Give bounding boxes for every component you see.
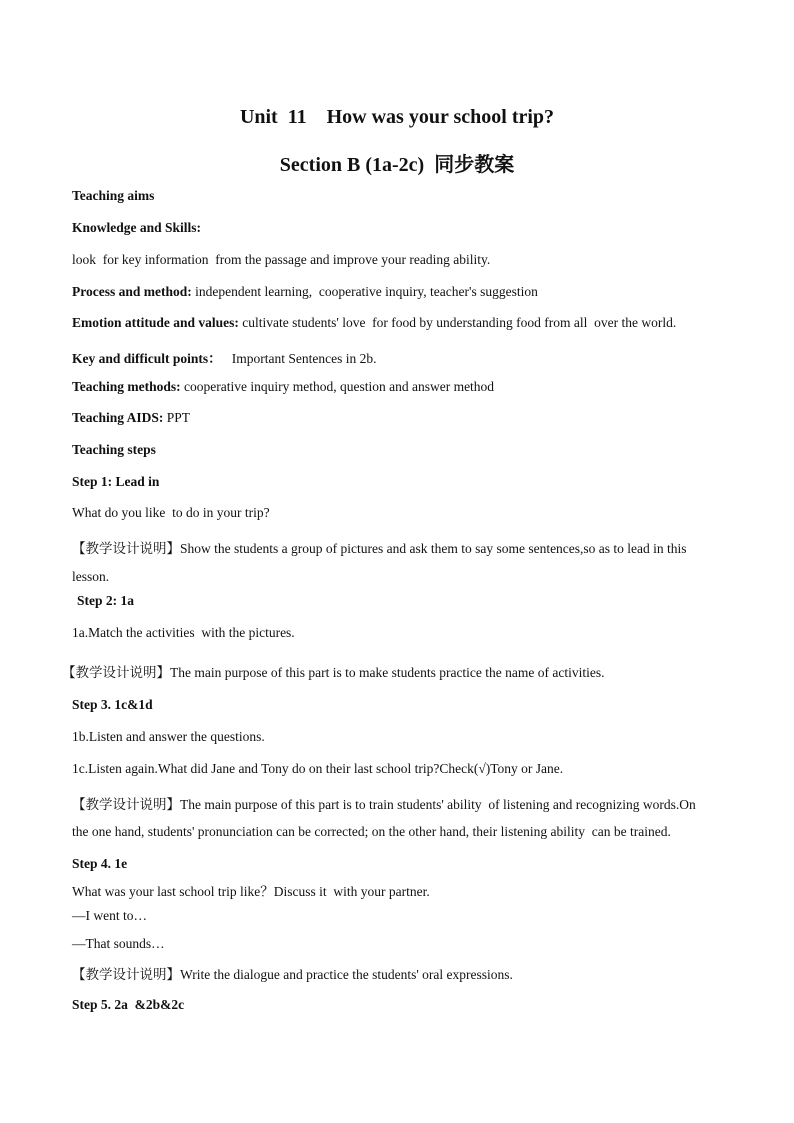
key-points-line — [72, 347, 377, 367]
emotion-values-label: Emotion attitude and values: — [72, 315, 239, 330]
step4-question: What was your last school trip like？Discuss it with your partner. — [72, 884, 430, 899]
step4-answer2: —That sounds… — [72, 936, 165, 951]
step1-question: What do you like to do in your trip? — [72, 505, 270, 520]
process-method-text: independent learning, cooperative inquiry, teacher's suggestion — [191, 284, 538, 299]
step4-design-note: 【教学设计说明】Write the dialogue and practice the students' oral expressions. — [72, 967, 513, 982]
key-points-label: Key and difficult points： — [72, 351, 222, 366]
knowledge-skills-text: look for key information from the passage and improve your reading ability. — [72, 252, 491, 267]
step3-1c: 1c.Listen again.What did Jane and Tony do on their last school trip?Check(√)Tony or Jane. — [72, 761, 564, 776]
unit-title: Unit 11 How was your school trip? — [239, 106, 555, 128]
step3-design-note: 【教学设计说明】The main purpose of this part is to train students' ability of listening and recognizing words.On — [72, 797, 696, 812]
process-method-label: Process and method: — [72, 284, 192, 299]
knowledge-skills-heading: Knowledge and Skills: — [72, 220, 202, 235]
step4-answer1: —I went to… — [72, 908, 147, 923]
key-points-text: Important Sentences in 2b. — [221, 351, 377, 366]
teaching-steps-heading: Teaching steps — [72, 442, 156, 457]
process-method-line — [72, 284, 538, 300]
teaching-aids-label: Teaching AIDS: — [72, 410, 164, 425]
step3-1b: 1b.Listen and answer the questions. — [72, 729, 265, 744]
step5-heading: Step 5. 2a &2b&2c — [72, 997, 185, 1012]
teaching-aids-line — [72, 410, 190, 426]
step2-design-note: 【教学设计说明】The main purpose of this part is to make students practice the name of activities. — [62, 665, 605, 680]
step1-design-note: 【教学设计说明】Show the students a group of pictures and ask them to say some sentences,so as to lead in this — [72, 541, 687, 556]
teaching-aims-heading: Teaching aims — [72, 188, 155, 203]
step2-text: 1a.Match the activities with the pictures. — [72, 625, 295, 640]
section-title: Section B (1a-2c) 同步教案 — [279, 154, 515, 176]
teaching-methods-label: Teaching methods: — [72, 379, 181, 394]
step4-heading: Step 4. 1e — [72, 856, 128, 871]
teaching-methods-text: cooperative inquiry method, question and answer method — [180, 379, 495, 394]
step1-design-note-cont: lesson. — [72, 569, 110, 584]
teaching-aids-text: PPT — [163, 410, 191, 425]
step2-heading: Step 2: 1a — [77, 593, 134, 608]
step1-heading: Step 1: Lead in — [72, 474, 160, 489]
step3-design-note-cont: the one hand, students' pronunciation can be corrected; on the other hand, their listening ability can be trained. — [72, 824, 671, 839]
emotion-values-line — [72, 315, 676, 331]
step3-heading: Step 3. 1c&1d — [72, 697, 153, 712]
emotion-values-text: cultivate students' love for food by understanding food from all over the world. — [238, 315, 677, 330]
teaching-methods-line — [72, 379, 494, 395]
